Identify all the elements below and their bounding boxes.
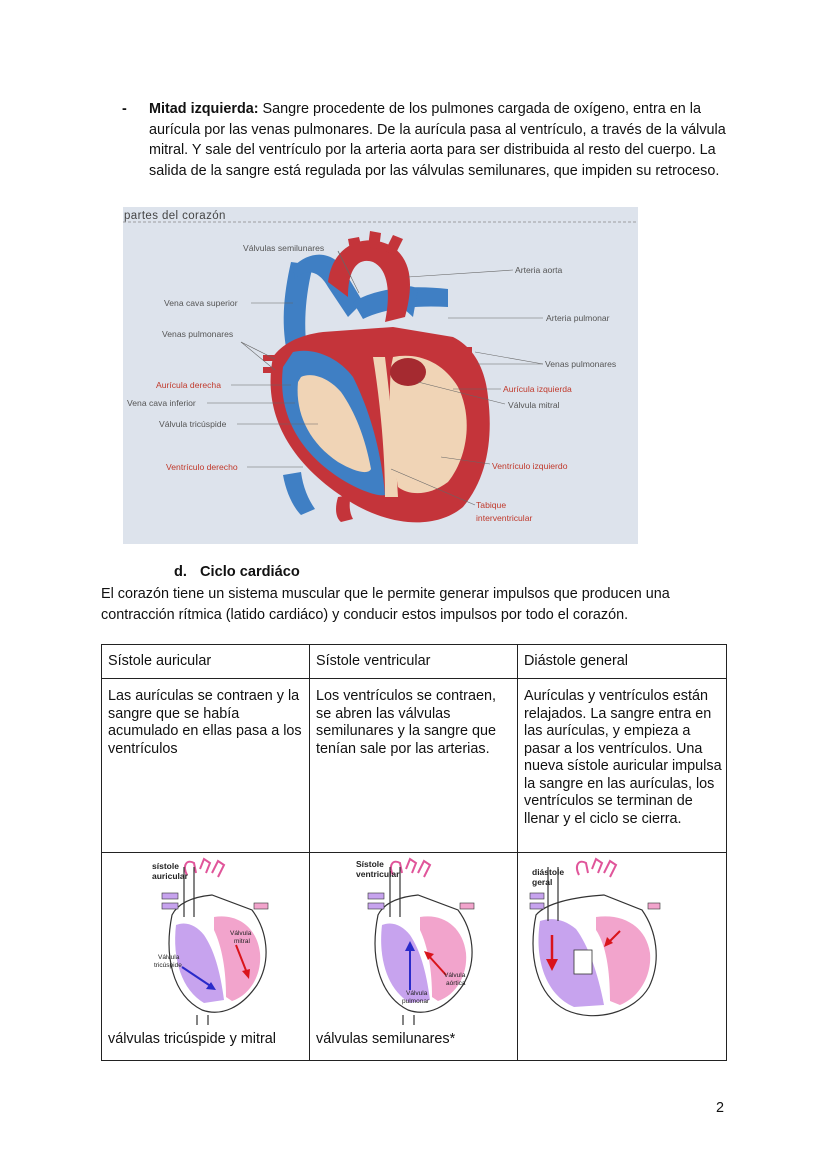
table-header-cell: Sístole auricular xyxy=(108,653,212,669)
diagram1-mitral-2: mitral xyxy=(234,938,250,945)
diagram2-pulm-2: pulmonar xyxy=(402,998,430,1005)
diagram2-pulm-1: Válvula xyxy=(406,990,428,997)
diagram2-title-1: Sístole xyxy=(356,859,384,869)
ventricular-systole-diagram xyxy=(348,855,488,1025)
table-header-cell: Sístole ventricular xyxy=(316,653,431,669)
cardiac-cycle-table xyxy=(101,644,727,1061)
label-ventriculo-derecho: Ventrículo derecho xyxy=(166,462,238,472)
bullet-heading: Mitad izquierda: xyxy=(149,101,259,117)
diagram2-aort-1: Válvula xyxy=(444,972,466,979)
table-divider xyxy=(102,678,726,679)
table-description-cell: Los ventrículos se contraen, se abren las válvulas semilunares y la sangre que tenían sale por las arterias. xyxy=(316,688,496,757)
bullet-dash: - xyxy=(122,101,127,117)
label-valvula-tricuspide: Válvula tricúspide xyxy=(159,419,227,429)
diagram3-title-1: diástole xyxy=(532,867,565,877)
figure-title: partes del corazón xyxy=(124,210,226,222)
table-divider xyxy=(102,852,726,853)
bullet-text xyxy=(149,99,734,181)
heart-illustration xyxy=(123,207,638,544)
general-diastole-diagram xyxy=(524,855,664,1025)
table-header-cell: Diástole general xyxy=(524,653,628,669)
heart-anatomy-figure xyxy=(123,207,638,544)
diagram3-title-2: geral xyxy=(532,877,553,887)
label-auricula-derecha: Aurícula derecha xyxy=(156,380,221,390)
section-letter: d. xyxy=(174,564,187,580)
table-caption-cell: válvulas semilunares* xyxy=(316,1031,456,1047)
label-vena-cava-superior: Vena cava superior xyxy=(164,298,238,308)
label-auricula-izquierda: Aurícula izquierda xyxy=(503,384,572,394)
page-number: 2 xyxy=(716,1100,725,1116)
label-venas-pulmonares-left: Venas pulmonares xyxy=(162,329,234,339)
bullet-body: Sangre procedente de los pulmones cargada de oxígeno, entra en la aurícula por las venas pulmonares. De la aurícula pasa al ventrículo, a través de la válvula mitral. Y sale del ventrículo por la arteria aorta para ser distribuida al resto del cuerpo. La salida de la sangre está regulada por las válvulas semilunares, que impiden su retroceso. xyxy=(149,101,726,179)
diagram1-tric-2: tricúspide xyxy=(154,962,182,969)
label-tabique-line1: Tabique xyxy=(476,500,507,510)
label-tabique-line2: interventricular xyxy=(476,513,533,523)
label-arteria-aorta: Arteria aorta xyxy=(515,265,563,275)
atrial-systole-diagram xyxy=(142,855,282,1025)
label-valvulas-semilunares: Válvulas semilunares xyxy=(243,243,325,253)
label-arteria-pulmonar: Arteria pulmonar xyxy=(546,313,610,323)
table-caption-cell: válvulas tricúspide y mitral xyxy=(108,1031,276,1047)
label-venas-pulmonares-right: Venas pulmonares xyxy=(545,359,617,369)
label-ventriculo-izquierdo: Ventrículo izquierdo xyxy=(492,461,568,471)
diagram1-title-1: sístole xyxy=(152,861,179,871)
table-description-cell: Las aurículas se contraen y la sangre que se había acumulado en ellas pasa a los ventrículos xyxy=(108,688,302,757)
label-vena-cava-inferior: Vena cava inferior xyxy=(127,398,196,408)
table-description-cell: Aurículas y ventrículos están relajados. La sangre entra en las aurículas, y empieza a pasar a los ventrículos. Una nueva sístole auricular impulsa la sangre en las aurículas, los ventrículos se terminan de llenar y el ciclo se cierra. xyxy=(524,688,722,827)
label-valvula-mitral: Válvula mitral xyxy=(508,400,560,410)
diagram1-title-2: auricular xyxy=(152,871,188,881)
diagram2-aort-2: aórtica xyxy=(446,980,466,987)
diagram1-tric-1: Válvula xyxy=(158,954,180,961)
section-heading xyxy=(174,564,300,580)
diagram1-mitral-1: Válvula xyxy=(230,930,252,937)
diagram2-title-2: ventricular xyxy=(356,869,400,879)
section-title: Ciclo cardiáco xyxy=(200,564,300,580)
section-intro: El corazón tiene un sistema muscular que le permite generar impulsos que producen una contracción rítmica (latido cardiáco) y conducir estos impulsos por todo el corazón. xyxy=(101,586,670,623)
